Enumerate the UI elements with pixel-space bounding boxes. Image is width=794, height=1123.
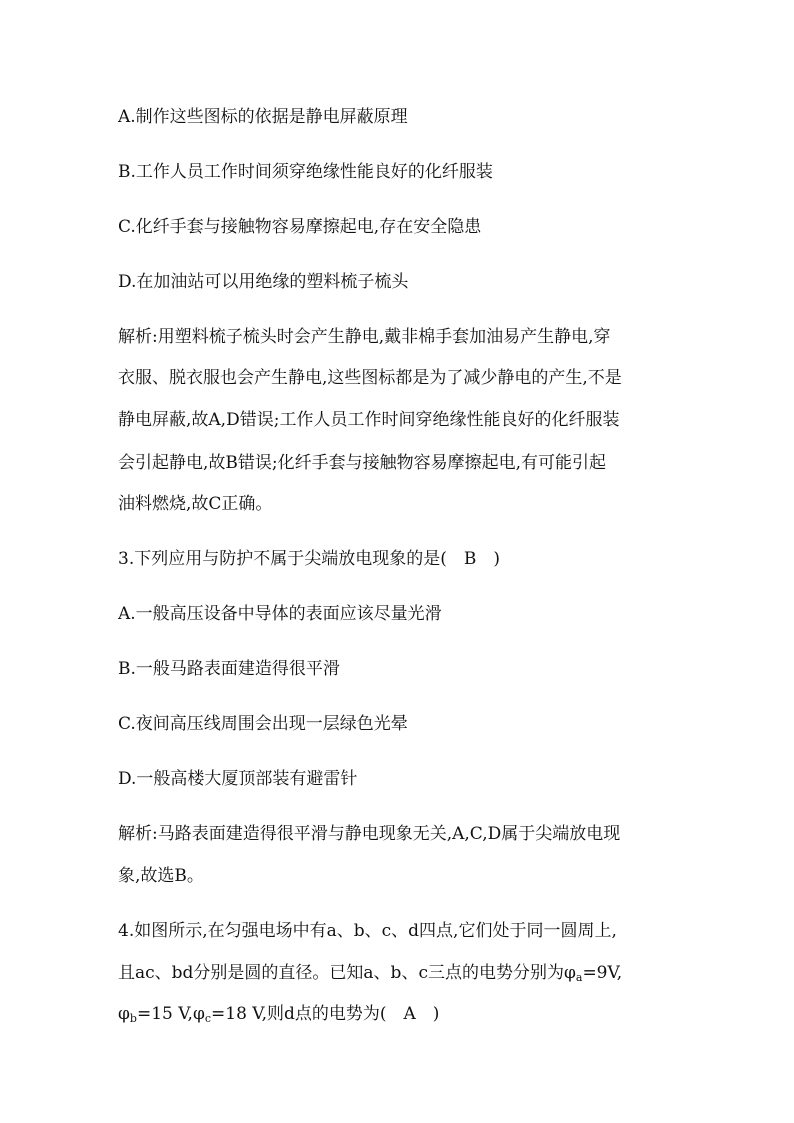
phi-b-subscript: b	[129, 1012, 137, 1025]
q2-analysis-line-2: 衣服、脱衣服也会产生静电,这些图标都是为了减少静电的产生,不是	[118, 368, 622, 388]
q3-option-a: A.一般高压设备中导体的表面应该尽量光滑	[118, 604, 442, 624]
q2-option-a: A.制作这些图标的依据是静电屏蔽原理	[118, 107, 408, 127]
q4-line2-text: 且ac、bd分别是圆的直径。已知a、b、c三点的电势分别为φ	[118, 963, 576, 983]
q4-line2-value: =9V,	[582, 963, 623, 983]
q2-option-c: C.化纤手套与接触物容易摩擦起电,存在安全隐患	[118, 217, 482, 237]
q3-option-c: C.夜间高压线周围会出现一层绿色光晕	[118, 714, 408, 734]
phi-a-subscript: a	[575, 971, 583, 984]
q2-analysis-line-5: 油料燃烧,故C正确。	[118, 494, 273, 514]
q3-analysis-line-1: 解析:马路表面建造得很平滑与静电现象无关,A,C,D属于尖端放电现	[118, 824, 621, 844]
q2-analysis-line-4: 会引起静电,故B错误;化纤手套与接触物容易摩擦起电,有可能引起	[118, 453, 607, 473]
q2-option-d: D.在加油站可以用绝缘的塑料梳子梳头	[118, 272, 409, 292]
q4-stem-line-1: 4.如图所示,在匀强电场中有a、b、c、d四点,它们处于同一圆周上,	[118, 921, 617, 941]
q2-analysis-line-3: 静电屏蔽,故A,D错误;工作人员工作时间穿绝缘性能良好的化纤服装	[118, 410, 620, 430]
q4-stem-line-3	[118, 1002, 439, 1026]
q2-analysis-line-1: 解析:用塑料梳子梳头时会产生静电,戴非棉手套加油易产生静电,穿	[118, 327, 611, 347]
q4-stem-line-2	[118, 961, 622, 985]
q4-line3-end: =18 V,则d点的电势为( A )	[211, 1004, 440, 1024]
q3-analysis-line-2: 象,故选B。	[118, 866, 204, 886]
q3-option-b: B.一般马路表面建造得很平滑	[118, 659, 340, 679]
phi-symbol: φ	[118, 1004, 130, 1024]
q3-stem: 3.下列应用与防护不属于尖端放电现象的是( B )	[118, 549, 500, 569]
q4-line3-mid: =15 V,φ	[136, 1004, 205, 1024]
q3-option-d: D.一般高楼大厦顶部装有避雷针	[118, 769, 358, 789]
phi-c-subscript: c	[204, 1012, 212, 1025]
q2-option-b: B.工作人员工作时间须穿绝缘性能良好的化纤服装	[118, 162, 493, 182]
